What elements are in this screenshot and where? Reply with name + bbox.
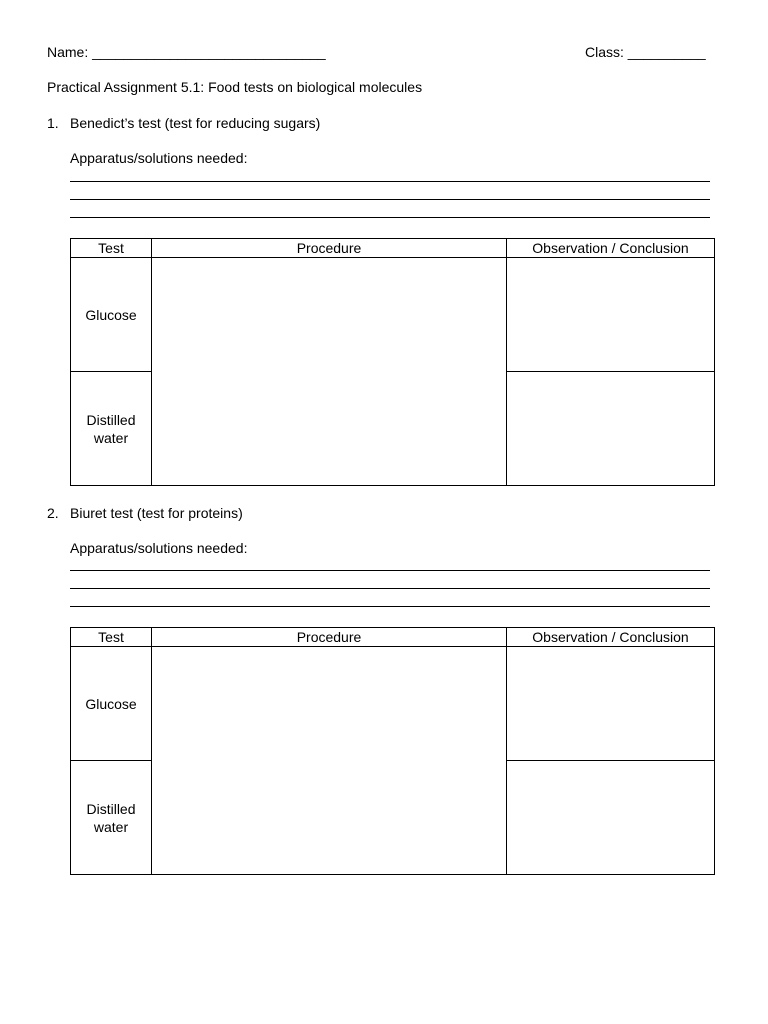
observation-cell[interactable] — [507, 647, 715, 761]
answer-line[interactable] — [70, 588, 710, 589]
observation-cell[interactable] — [507, 258, 715, 372]
class-field-label[interactable]: Class: __________ — [585, 44, 706, 60]
test-cell-distilled-water — [71, 761, 152, 875]
test-label-line: Distilled — [86, 411, 136, 428]
name-field-label[interactable]: Name: ______________________________ — [47, 44, 326, 60]
section-number: 2. — [47, 505, 59, 521]
test-label-line: Glucose — [85, 695, 137, 712]
column-header-observation: Observation / Conclusion — [507, 239, 715, 258]
page-title: Practical Assignment 5.1: Food tests on biological molecules — [47, 79, 423, 95]
column-header-procedure: Procedure — [152, 239, 507, 258]
table-row — [71, 258, 715, 372]
answer-line[interactable] — [70, 606, 710, 607]
test-label-line: Distilled — [86, 800, 136, 817]
column-header-procedure: Procedure — [152, 628, 507, 647]
test-cell-glucose — [71, 647, 152, 761]
results-table — [70, 627, 715, 875]
answer-line[interactable] — [70, 570, 710, 571]
column-header-observation: Observation / Conclusion — [507, 628, 715, 647]
test-label-line: water — [93, 429, 129, 446]
section-number: 1. — [47, 115, 59, 131]
column-header-test: Test — [71, 628, 152, 647]
table-header-row — [71, 628, 715, 647]
answer-line[interactable] — [70, 199, 710, 200]
procedure-cell[interactable] — [152, 258, 507, 486]
test-label-line: water — [93, 818, 129, 835]
test-label-line: Glucose — [85, 306, 137, 323]
observation-cell[interactable] — [507, 761, 715, 875]
apparatus-label: Apparatus/solutions needed: — [70, 150, 248, 166]
test-cell-distilled-water — [71, 372, 152, 486]
answer-line[interactable] — [70, 217, 710, 218]
observation-cell[interactable] — [507, 372, 715, 486]
procedure-cell[interactable] — [152, 647, 507, 875]
answer-line[interactable] — [70, 181, 710, 182]
section-heading: Biuret test (test for proteins) — [70, 505, 243, 521]
column-header-test: Test — [71, 239, 152, 258]
table-header-row — [71, 239, 715, 258]
section-heading: Benedict’s test (test for reducing sugars) — [70, 115, 321, 131]
table-row — [71, 647, 715, 761]
results-table — [70, 238, 715, 486]
test-cell-glucose — [71, 258, 152, 372]
apparatus-label: Apparatus/solutions needed: — [70, 540, 248, 556]
